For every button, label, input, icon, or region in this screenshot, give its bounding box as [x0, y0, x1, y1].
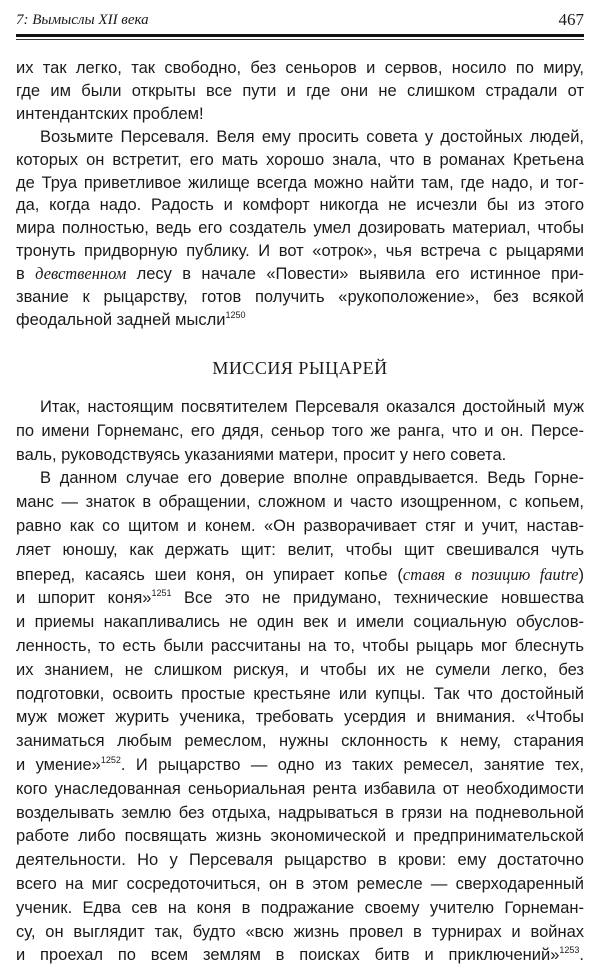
text-line	[16, 563, 584, 588]
text-run: и шпорит коня»	[16, 589, 152, 608]
text-line	[16, 849, 584, 873]
body-text-after-heading	[16, 396, 584, 968]
text-run: их так легко, так свободно, без сеньоров и сервов, носило по миру,	[16, 59, 584, 77]
text-run: возделывать землю без отдыха, надрываться в грязи на подневольной	[16, 803, 584, 822]
text-line	[16, 897, 584, 921]
text-run: деятельности. Но у Персеваля рыцарство в крови: ему достаточно	[16, 851, 584, 870]
text-line	[16, 944, 584, 968]
text-line	[16, 802, 584, 826]
text-run: в	[16, 265, 36, 284]
text-run: да, когда надо. Радость и комфорт никогда не исчезли бы из этого	[16, 196, 584, 215]
text-line	[16, 611, 584, 635]
text-run: равно как со щитом и конем. «Он разворачивает стяг и учит, настав-	[16, 516, 584, 535]
text-run: которых он встретит, его мать хорошо знала, что в романах Кретьена	[16, 150, 584, 169]
text-run: В данном случае его доверие вполне оправдывается. Ведь Горне-	[40, 469, 584, 488]
text-run: подготовки, освоить простые крестьяне или купцы. Так что достойный	[16, 684, 584, 703]
text-run: Возьмите Персеваля. Веля ему просить совета у достойных людей,	[40, 127, 584, 146]
text-run: и приемы накапливались не один век и имели социальную обуслов-	[16, 613, 584, 632]
text-run: )	[578, 565, 584, 584]
text-line	[16, 126, 584, 149]
text-line	[16, 754, 584, 778]
text-run: по имени Горнеманс, его дядя, сеньор того же ранга, что и он. Персе-	[16, 421, 584, 440]
text-run: ляет юношу, как держать щит: велит, чтобы щит свешивался чуть	[16, 540, 584, 559]
text-run: тронуть придворную публику. И вот «отрок», чья встреча с рыцарями	[16, 242, 584, 261]
text-line	[16, 659, 584, 683]
header-rule-thin	[16, 39, 584, 40]
text-run: вперед, касаясь шеи коня, он упирает копье (	[16, 565, 403, 584]
text-line	[16, 172, 584, 195]
text-run: всего на миг сосредоточиться, он в этом ремесле — сверходаренный	[16, 874, 584, 893]
footnote-ref: 1252	[100, 754, 121, 765]
text-run: и проехал по всем землям в поисках битв и приключений»	[16, 946, 560, 965]
text-run: Итак, настоящим посвятителем Персеваля оказался достойный муж	[40, 398, 584, 416]
text-line	[16, 635, 584, 659]
text-run: звание к рыцарству, готов получить «рукоположение», без всякой	[16, 288, 584, 307]
text-line	[16, 57, 584, 80]
text-run: кого унаследованная сеньориальная рента избавила от необходимости	[16, 779, 584, 798]
text-run: интендантских проблем!	[16, 104, 204, 123]
text-line	[16, 921, 584, 945]
text-line	[16, 263, 584, 286]
text-line	[16, 587, 584, 611]
text-run: заниматься любым ремеслом, нужны склонность к нему, старания	[16, 732, 584, 751]
text-line	[16, 683, 584, 707]
text-run: их знанием, не слишком рискуя, и чтобы их не сумели легко, без	[16, 660, 584, 679]
text-line	[16, 80, 584, 103]
text-run: и умение»	[16, 755, 101, 774]
text-line	[16, 286, 584, 309]
text-line	[16, 217, 584, 240]
text-line	[16, 420, 584, 444]
text-run: ленность, то есть были рассчитаны на то, чтобы рыцарь мог блеснуть	[16, 636, 584, 655]
text-line	[16, 873, 584, 897]
text-line	[16, 103, 584, 126]
italic-text: ставя в позицию fautre	[402, 564, 579, 584]
text-run: работе либо посвящать жизнь экономической и предпринимательской	[16, 827, 584, 846]
text-line	[16, 778, 584, 802]
text-run: феодальной задней мысли	[16, 310, 226, 329]
text-run: ученик. Едва сев на коня в подражание своему учителю Горнеман-	[16, 898, 584, 917]
text-line	[16, 515, 584, 539]
text-run: Все это не придумано, технические новшества	[171, 589, 584, 608]
text-line	[16, 309, 584, 332]
running-header	[16, 10, 584, 32]
text-run: . И рыцарство — одно из таких ремесел, занятие тех,	[120, 755, 584, 774]
text-run: муж может журить ученика, требовать усердия и внимания. «Чтобы	[16, 708, 584, 727]
text-line	[16, 730, 584, 754]
text-line	[16, 396, 584, 420]
section-heading: МИССИЯ РЫЦАРЕЙ	[212, 358, 388, 378]
footnote-ref: 1250	[225, 309, 246, 320]
running-title: 7: Вымыслы XII века	[16, 12, 149, 28]
text-line	[16, 240, 584, 263]
footnote-ref: 1253	[559, 945, 580, 956]
italic-text: девственном	[35, 264, 127, 284]
body-text-before-heading	[16, 57, 584, 332]
text-line	[16, 491, 584, 515]
footnote-ref: 1251	[151, 588, 172, 599]
text-line	[16, 825, 584, 849]
text-line	[16, 706, 584, 730]
text-run: мира полностью, ведь его создатель умел дозировать материал, чтобы	[16, 219, 584, 238]
page-number: 467	[558, 10, 584, 29]
text-line	[16, 539, 584, 563]
text-run: валь, руководствуясь указаниями матери, просит у него совета.	[16, 445, 507, 464]
text-run: де Труа приветливое жилище всегда можно найти там, где надо, и тог-	[16, 173, 584, 192]
text-run: где им были открыты все пути и где они не слишком страдали от	[16, 81, 584, 100]
text-line	[16, 444, 584, 468]
text-run: лесу в начале «Повести» выявила его истинное при-	[126, 265, 584, 284]
text-line	[16, 149, 584, 172]
text-run: .	[579, 946, 584, 965]
text-line	[16, 194, 584, 217]
text-run: су, он выглядит так, будто «всю жизнь провел в турнирах и войнах	[16, 922, 584, 941]
header-rule-thick	[16, 34, 584, 37]
text-run: манс — знаток в обращении, сложном и часто изощренном, с копьем,	[16, 493, 584, 512]
text-line	[16, 467, 584, 491]
